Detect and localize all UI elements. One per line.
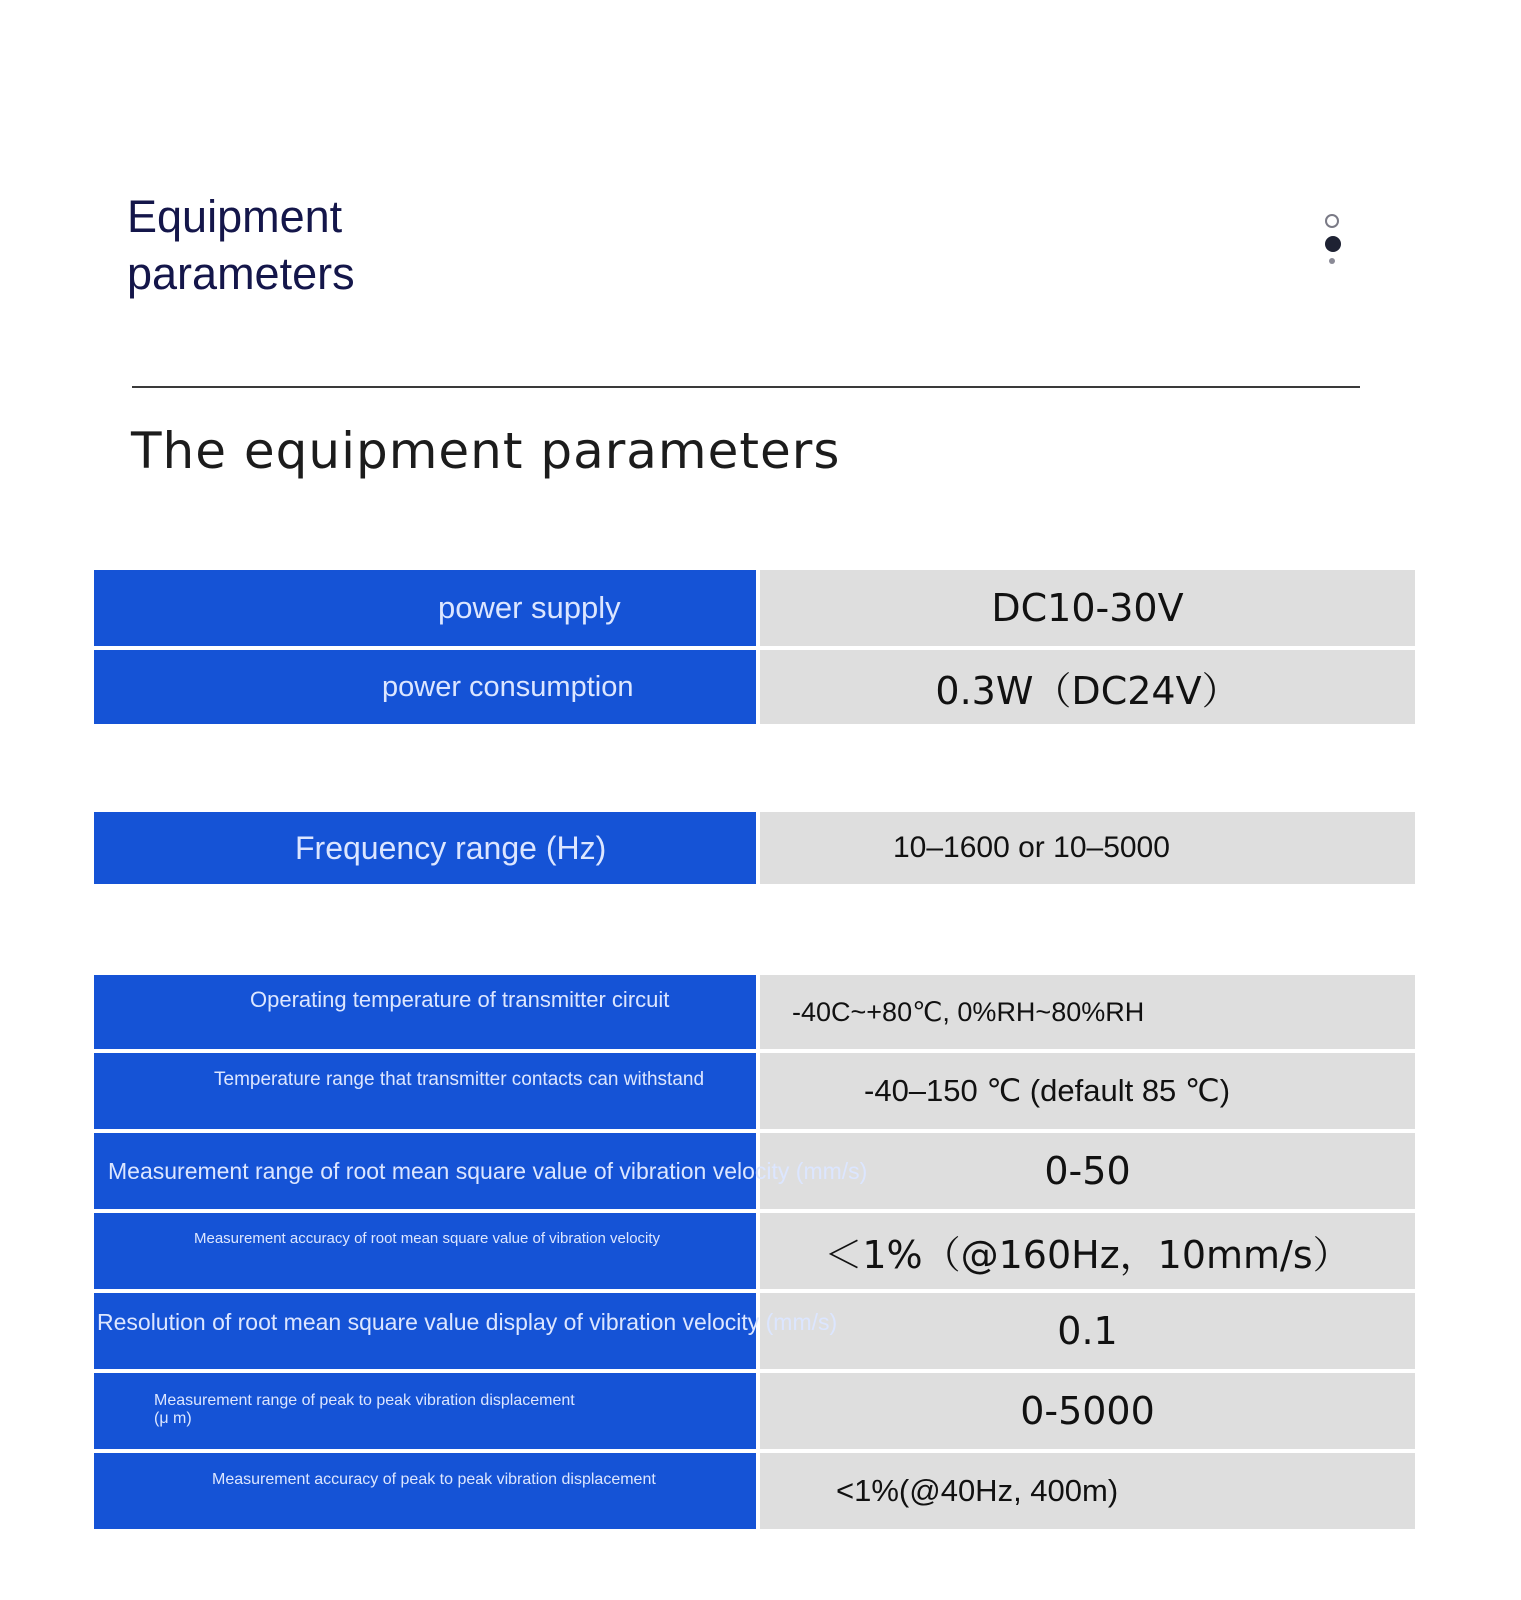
- pagination-dots-icon[interactable]: [1323, 214, 1347, 270]
- row-value-cell: [760, 1213, 1415, 1289]
- row-value: <1%(@40Hz, 400m): [836, 1473, 1119, 1508]
- row-label-line1: Measurement range of peak to peak vibration displacement: [154, 1392, 575, 1409]
- row-value-cell: [760, 812, 1415, 884]
- row-value: 0-50: [1044, 1149, 1131, 1193]
- row-label: Resolution of root mean square value display of vibration velocity (mm/s): [97, 1309, 838, 1335]
- dot-small-icon[interactable]: [1329, 258, 1335, 264]
- row-value-cell: [760, 1373, 1415, 1449]
- row-label: Operating temperature of transmitter circuit: [250, 987, 670, 1012]
- dot-outline-icon[interactable]: [1325, 214, 1339, 228]
- row-value: -40C~+80℃, 0%RH~80%RH: [792, 996, 1145, 1027]
- row-label: Measurement accuracy of peak to peak vibration displacement: [212, 1471, 656, 1488]
- row-value-cell: [760, 570, 1415, 646]
- row-value: 0.3W（DC24V）: [935, 668, 1240, 713]
- row-value-cell: [760, 650, 1415, 724]
- table-row-contact-temperature: [94, 1053, 1415, 1129]
- table-row-power-supply: [94, 570, 1415, 646]
- row-label-cell: [94, 812, 756, 884]
- row-value-cell: [760, 975, 1415, 1049]
- row-label: Temperature range that transmitter contacts can withstand: [214, 1069, 705, 1090]
- row-value: -40–150 ℃ (default 85 ℃): [864, 1073, 1231, 1108]
- row-value-cell: [760, 1053, 1415, 1129]
- row-value: 0.1: [1057, 1309, 1118, 1353]
- row-label-cell: [94, 1133, 868, 1209]
- header-title-line2: parameters: [127, 248, 355, 299]
- row-label-cell: [94, 1453, 756, 1529]
- row-label-line2: (μ m): [154, 1410, 192, 1427]
- table-row-operating-temperature: [94, 975, 1415, 1049]
- dot-active-icon[interactable]: [1325, 236, 1341, 252]
- row-value: DC10-30V: [991, 586, 1184, 630]
- row-label: Measurement accuracy of root mean square value of vibration velocity: [194, 1230, 661, 1247]
- table-row-rms-velocity-range: [94, 1133, 1415, 1209]
- row-label-cell: [94, 1053, 756, 1129]
- row-label-cell: [94, 975, 756, 1049]
- row-label: Measurement range of root mean square value of vibration velocity (mm/s): [108, 1157, 868, 1184]
- row-label-cell: [94, 1293, 838, 1369]
- row-value-cell: [760, 1293, 1415, 1369]
- table-row-rms-velocity-resolution: [94, 1293, 1415, 1369]
- table-row-displacement-accuracy: [94, 1453, 1415, 1529]
- row-label-cell: [94, 1373, 756, 1449]
- row-value: ＜1%（@160Hz，10mm/s）: [824, 1232, 1351, 1277]
- divider: [132, 386, 1360, 388]
- row-label: Frequency range (Hz): [295, 829, 607, 866]
- section-title: The equipment parameters: [131, 422, 841, 480]
- row-value: 10–1600 or 10–5000: [893, 831, 1170, 864]
- row-label: power consumption: [382, 670, 634, 703]
- row-label-cell: [94, 570, 756, 646]
- table-row-rms-velocity-accuracy: [94, 1213, 1415, 1289]
- row-label: power supply: [438, 590, 621, 625]
- row-label-cell: [94, 1213, 756, 1289]
- row-value-cell: [760, 1453, 1415, 1529]
- row-value: 0-5000: [1020, 1389, 1155, 1433]
- header-title-line1: Equipment: [127, 191, 343, 242]
- table-row-power-consumption: [94, 650, 1415, 724]
- table-row-frequency-range: [94, 812, 1415, 884]
- table-row-displacement-range: [94, 1373, 1415, 1449]
- header-title: [127, 188, 547, 302]
- row-label-cell: [94, 650, 756, 724]
